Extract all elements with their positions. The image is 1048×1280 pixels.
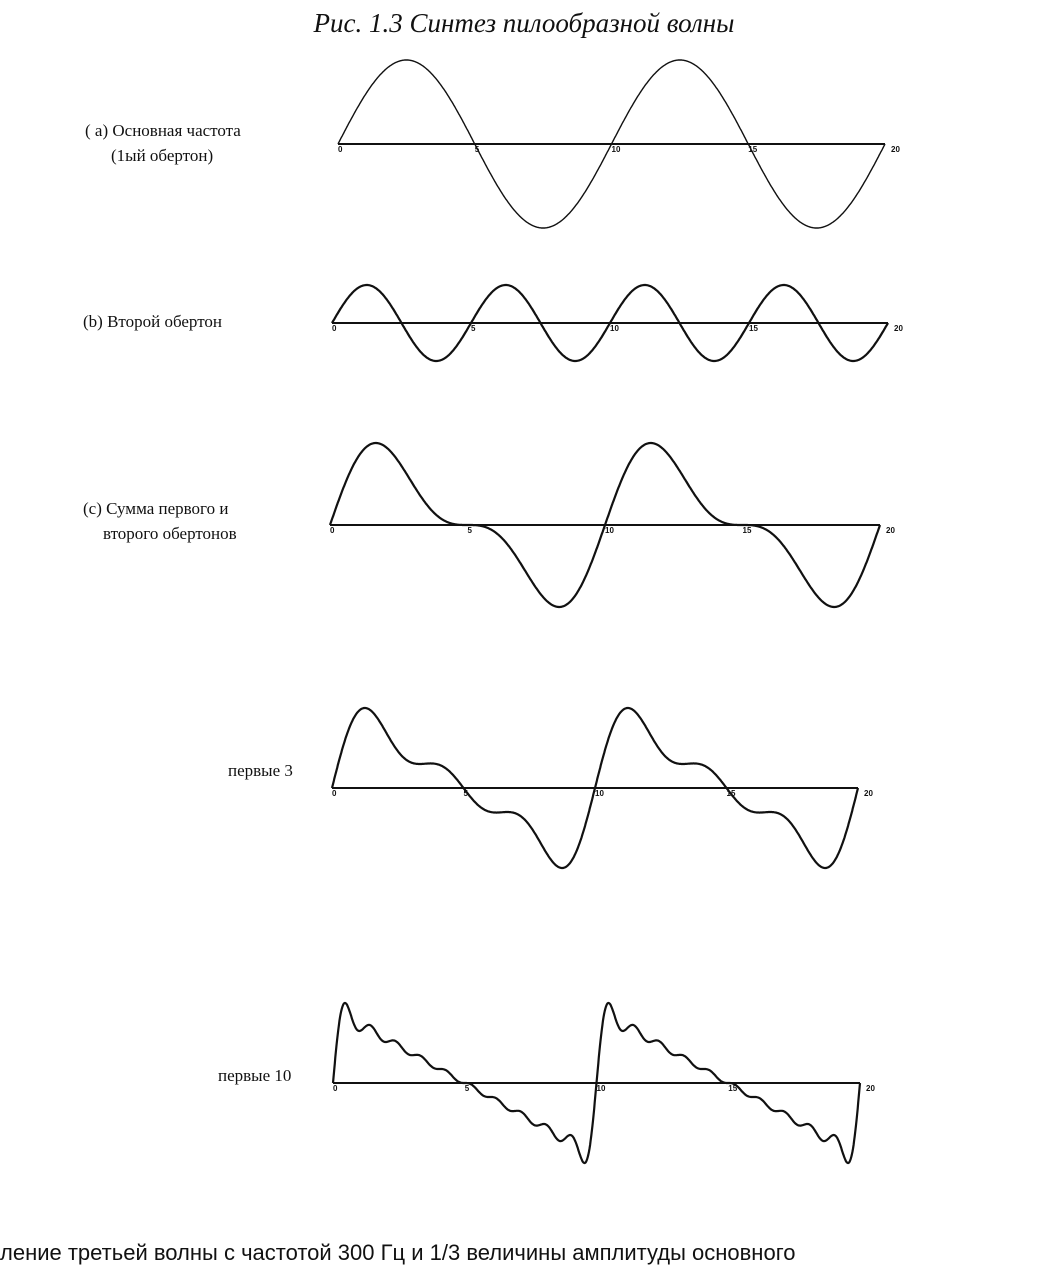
x-tick-label: 5 — [474, 145, 480, 154]
x-tick-label: 15 — [748, 145, 758, 154]
panel-3 — [330, 443, 895, 607]
panel-e-label-line-1: первые 10 — [218, 1066, 292, 1085]
x-tick-label: 0 — [332, 324, 337, 333]
x-tick-label: 20 — [864, 789, 873, 798]
bottom-text-fragment: ление третьей волны с частотой 300 Гц и 1/3 величины амплитуды основного — [0, 1240, 796, 1265]
x-tick-label: 0 — [330, 526, 335, 535]
panel-a-label-line-1: ( a) Основная частота — [85, 121, 241, 140]
panel-4 — [332, 708, 873, 868]
x-tick-label: 20 — [891, 145, 900, 154]
x-tick-label: 15 — [742, 526, 752, 535]
x-tick-label: 20 — [886, 526, 895, 535]
x-tick-label: 5 — [467, 526, 472, 535]
panel-b-label-line-1: (b) Второй обертон — [83, 312, 223, 331]
panel-2 — [332, 285, 903, 361]
x-tick-label: 5 — [471, 324, 476, 333]
panel-5 — [333, 1003, 875, 1163]
figure-title: Рис. 1.3 Синтез пилообразной волны — [313, 8, 735, 38]
panel-c-label-line-1: (c) Сумма первого и — [83, 499, 229, 518]
panel-a-label-line-2: (1ый обертон) — [111, 146, 214, 165]
x-tick-label: 0 — [333, 1084, 338, 1093]
x-tick-label: 5 — [464, 1084, 470, 1093]
panel-c-label-line-2: второго обертонов — [103, 524, 237, 543]
x-tick-label: 10 — [595, 789, 604, 798]
x-tick-label: 0 — [338, 145, 343, 154]
x-tick-label: 15 — [749, 324, 758, 333]
x-tick-label: 10 — [611, 145, 621, 154]
x-tick-label: 15 — [728, 1084, 738, 1093]
x-tick-label: 20 — [866, 1084, 875, 1093]
x-tick-label: 5 — [463, 789, 468, 798]
x-tick-label: 10 — [605, 526, 614, 535]
x-tick-label: 20 — [894, 324, 903, 333]
panel-d-label-line-1: первые 3 — [228, 761, 293, 780]
x-tick-label: 15 — [726, 789, 736, 798]
x-tick-label: 0 — [332, 789, 337, 798]
x-tick-label: 10 — [596, 1084, 606, 1093]
x-tick-label: 10 — [610, 324, 619, 333]
panel-1 — [338, 60, 900, 228]
